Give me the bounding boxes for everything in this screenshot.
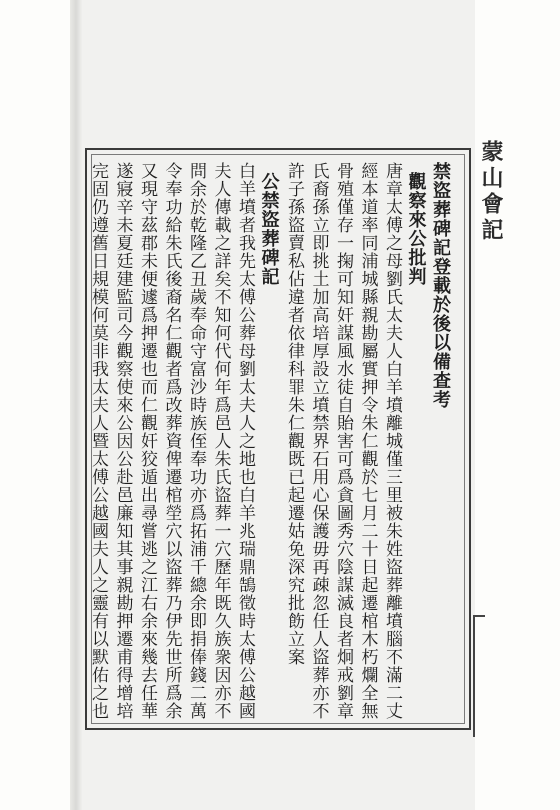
text-column: 許子孫盜賣私佔違者依律科罪朱仁觀既已起遷姑免深究批飭立案 (284, 162, 304, 666)
margin-tab-mark (473, 615, 485, 737)
text-column: 完固仍遵舊日規模何莫非我太夫人暨太傅公越國夫人之靈有以默佑之也 (88, 162, 108, 720)
text-column: 夫人傳載之詳矣不知何代何年爲邑人朱氏盜葬一穴歷年既久族衆因亦不 (210, 162, 231, 720)
text-column: 唐章太傅之母劉氏太夫人白羊墳離城僅三里被朱姓盜葬離墳腦不滿二丈 (382, 162, 402, 720)
section-heading: 觀察來公批判 (405, 172, 427, 286)
text-column: 白羊墳者我先太傅公葬母劉太夫人之地也白羊兆瑞鼎鵠徵時太傅公越國 (235, 162, 255, 720)
text-column: 又現守茲郡未便遽爲押遷也而仁觀奸狡遁出尋嘗逃之江右余來幾去任華 (137, 162, 157, 720)
text-column: 骨殖僅存一掬可知奸謀風水徒自貽害可爲貪圖秀穴陰謀滅良者炯戒劉章 (333, 162, 353, 720)
text-column: 氏裔孫立即挑土加高培厚設立墳禁界石用心保護毋再疎忽任人盜葬亦不 (308, 162, 329, 720)
book-gutter (70, 0, 82, 810)
section-heading: 禁盜葬碑記登載於後以備查考 (430, 162, 451, 409)
text-column: 令奉功給朱氏後裔名仁觀者爲改葬資俾遷棺塋穴以盜葬乃伊先世所爲余 (161, 162, 182, 720)
text-column: 遂寢辛未夏廷建監司今觀察使來公因公赴邑廉知其事親勘押遷甫得增培 (112, 162, 133, 720)
text-column: 問余於乾隆乙丑歲奉命守富沙時族侄奉功亦爲拓浦千總余即捐俸錢二萬 (186, 162, 206, 720)
text-column: 經本道率同浦城縣親勘屬實押令朱仁觀於七月二十日起遷棺木朽爛全無 (357, 162, 378, 720)
section-heading: 公禁盜葬碑記 (258, 172, 280, 286)
margin-title: 蒙山會記 (478, 140, 504, 244)
